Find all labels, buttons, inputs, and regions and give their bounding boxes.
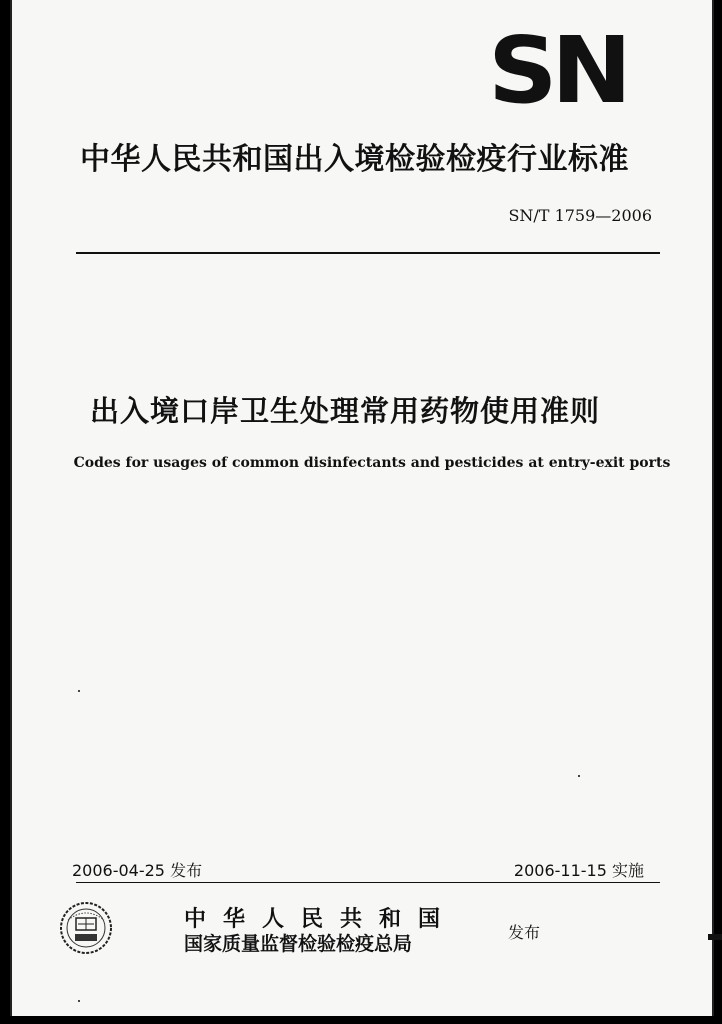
- header-divider: [76, 252, 660, 254]
- publisher-line1: 中华人民共和国: [184, 906, 458, 932]
- standard-category-title: 中华人民共和国出入境检验检疫行业标准: [80, 142, 629, 177]
- standard-number: SN/T 1759—2006: [508, 206, 652, 225]
- scan-speck: [78, 1000, 80, 1002]
- sn-logo: SN: [488, 17, 626, 124]
- official-seal-icon: [58, 900, 114, 956]
- scan-speck: [578, 775, 580, 777]
- publisher-line2: 国家质量监督检验检疫总局: [184, 933, 413, 955]
- issue-date: 2006-04-25 发布: [72, 861, 203, 880]
- footer-divider: [76, 882, 660, 883]
- publisher-suffix: 发布: [508, 923, 541, 942]
- scan-edge-mark: [708, 934, 722, 940]
- document-page: [10, 0, 714, 1016]
- document-title-chinese: 出入境口岸卫生处理常用药物使用准则: [90, 394, 601, 428]
- document-title-english: Codes for usages of common disinfectants and pesticides at entry-exit ports: [73, 455, 671, 471]
- publisher-block: [184, 906, 457, 956]
- implementation-date: 2006-11-15 实施: [513, 861, 644, 880]
- scan-speck: [78, 690, 80, 692]
